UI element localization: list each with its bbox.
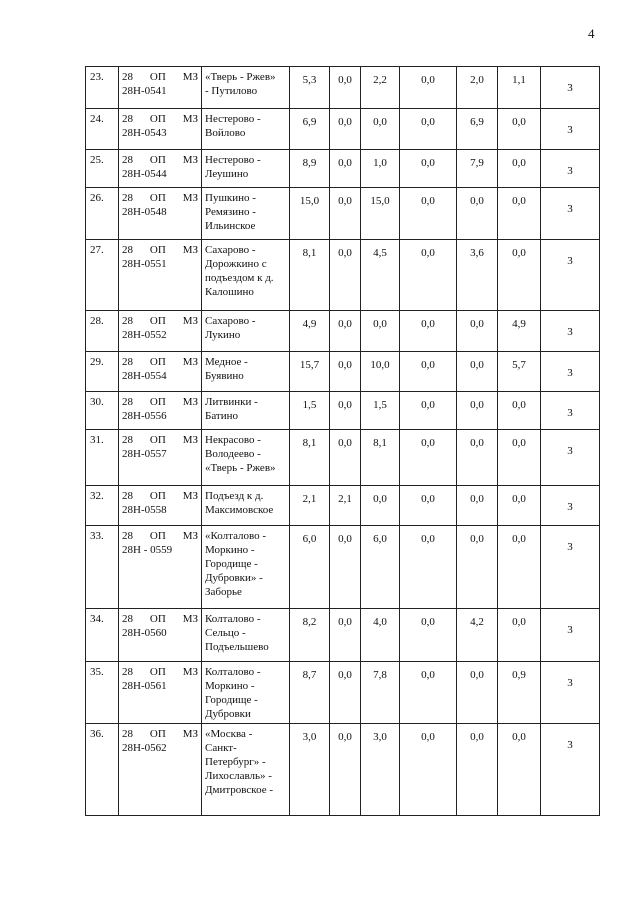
road-name-cell: Подъезд к д. Максимовское bbox=[202, 486, 290, 526]
road-name-cell: «Москва - Санкт- Петербург» - Лихославль» - Дмитровское - bbox=[202, 724, 290, 816]
road-code-line2: 28Н-0552 bbox=[122, 329, 167, 341]
value-cell: 0,0 bbox=[498, 609, 541, 662]
category-cell: 3 bbox=[541, 150, 600, 188]
value-cell: 0,0 bbox=[498, 430, 541, 486]
value-cell: 0,0 bbox=[498, 150, 541, 188]
value-cell: 0,0 bbox=[400, 486, 457, 526]
road-code-line2: 28Н-0544 bbox=[122, 168, 167, 180]
road-name-cell: Сахарово - Лукино bbox=[202, 311, 290, 352]
value-cell: 0,0 bbox=[498, 724, 541, 816]
table-row bbox=[86, 109, 600, 150]
road-code-line2: 28Н-0541 bbox=[122, 85, 167, 97]
value-cell: 8,1 bbox=[361, 430, 400, 486]
value-cell: 2,0 bbox=[457, 67, 498, 109]
value-cell: 0,0 bbox=[330, 662, 361, 724]
road-code-line1: 28 ОП МЗ bbox=[122, 434, 198, 446]
category-cell: 3 bbox=[541, 352, 600, 392]
value-cell: 0,0 bbox=[457, 392, 498, 430]
value-cell: 0,0 bbox=[498, 526, 541, 609]
roads-table bbox=[85, 66, 600, 816]
value-cell: 0,0 bbox=[330, 109, 361, 150]
value-cell: 0,0 bbox=[457, 662, 498, 724]
table-body bbox=[86, 67, 600, 816]
table-row bbox=[86, 352, 600, 392]
value-cell: 0,0 bbox=[400, 109, 457, 150]
category-cell: 3 bbox=[541, 311, 600, 352]
row-number-cell: 31. bbox=[86, 430, 119, 486]
value-cell: 15,0 bbox=[361, 188, 400, 240]
road-name-cell: «Колталово - Моркино - Городище - Дубровки» - Заборье bbox=[202, 526, 290, 609]
category-cell: 3 bbox=[541, 392, 600, 430]
value-cell: 0,0 bbox=[400, 609, 457, 662]
road-code-cell bbox=[119, 352, 202, 392]
value-cell: 0,0 bbox=[330, 392, 361, 430]
value-cell: 0,0 bbox=[457, 526, 498, 609]
total-length-cell: 2,1 bbox=[290, 486, 330, 526]
value-cell: 0,0 bbox=[400, 67, 457, 109]
road-code-cell bbox=[119, 486, 202, 526]
value-cell: 0,0 bbox=[330, 240, 361, 311]
value-cell: 0,0 bbox=[400, 526, 457, 609]
road-code-line2: 28Н-0548 bbox=[122, 206, 167, 218]
value-cell: 3,6 bbox=[457, 240, 498, 311]
page-number: 4 bbox=[588, 26, 595, 41]
value-cell: 0,0 bbox=[498, 486, 541, 526]
row-number-cell: 34. bbox=[86, 609, 119, 662]
value-cell: 4,0 bbox=[361, 609, 400, 662]
road-code-line1: 28 ОП МЗ bbox=[122, 613, 198, 625]
total-length-cell: 6,9 bbox=[290, 109, 330, 150]
value-cell: 0,0 bbox=[498, 109, 541, 150]
road-code-line1: 28 ОП МЗ bbox=[122, 113, 198, 125]
table-row bbox=[86, 311, 600, 352]
value-cell: 0,0 bbox=[330, 609, 361, 662]
row-number-cell: 26. bbox=[86, 188, 119, 240]
value-cell: 0,0 bbox=[330, 352, 361, 392]
category-cell: 3 bbox=[541, 109, 600, 150]
road-code-cell bbox=[119, 392, 202, 430]
road-code-line1: 28 ОП МЗ bbox=[122, 192, 198, 204]
value-cell: 0,0 bbox=[330, 150, 361, 188]
road-name-cell: Сахарово - Дорожкино с подъездом к д. Калошино bbox=[202, 240, 290, 311]
value-cell: 0,0 bbox=[457, 724, 498, 816]
value-cell: 0,0 bbox=[361, 311, 400, 352]
road-code-line2: 28Н-0554 bbox=[122, 370, 167, 382]
table-row bbox=[86, 609, 600, 662]
total-length-cell: 3,0 bbox=[290, 724, 330, 816]
value-cell: 0,0 bbox=[457, 311, 498, 352]
road-code-line1: 28 ОП МЗ bbox=[122, 315, 198, 327]
value-cell: 0,0 bbox=[361, 486, 400, 526]
value-cell: 0,0 bbox=[361, 109, 400, 150]
value-cell: 0,9 bbox=[498, 662, 541, 724]
road-code-cell bbox=[119, 240, 202, 311]
total-length-cell: 15,7 bbox=[290, 352, 330, 392]
road-code-line2: 28Н-0561 bbox=[122, 680, 167, 692]
category-cell: 3 bbox=[541, 430, 600, 486]
total-length-cell: 1,5 bbox=[290, 392, 330, 430]
value-cell: 0,0 bbox=[330, 188, 361, 240]
value-cell: 5,7 bbox=[498, 352, 541, 392]
category-cell: 3 bbox=[541, 486, 600, 526]
value-cell: 0,0 bbox=[400, 150, 457, 188]
total-length-cell: 8,2 bbox=[290, 609, 330, 662]
value-cell: 7,9 bbox=[457, 150, 498, 188]
value-cell: 0,0 bbox=[400, 311, 457, 352]
row-number-cell: 29. bbox=[86, 352, 119, 392]
row-number-cell: 33. bbox=[86, 526, 119, 609]
road-code-line2: 28Н-0562 bbox=[122, 742, 167, 754]
value-cell: 0,0 bbox=[330, 430, 361, 486]
total-length-cell: 5,3 bbox=[290, 67, 330, 109]
value-cell: 3,0 bbox=[361, 724, 400, 816]
road-code-cell bbox=[119, 662, 202, 724]
value-cell: 4,2 bbox=[457, 609, 498, 662]
row-number-cell: 36. bbox=[86, 724, 119, 816]
road-name-cell: Нестерово - Войлово bbox=[202, 109, 290, 150]
value-cell: 1,1 bbox=[498, 67, 541, 109]
table-row bbox=[86, 724, 600, 816]
value-cell: 10,0 bbox=[361, 352, 400, 392]
road-code-cell bbox=[119, 430, 202, 486]
value-cell: 0,0 bbox=[457, 430, 498, 486]
total-length-cell: 4,9 bbox=[290, 311, 330, 352]
row-number-cell: 28. bbox=[86, 311, 119, 352]
row-number-cell: 27. bbox=[86, 240, 119, 311]
table-row bbox=[86, 150, 600, 188]
value-cell: 0,0 bbox=[498, 392, 541, 430]
road-code-line1: 28 ОП МЗ bbox=[122, 154, 198, 166]
value-cell: 6,9 bbox=[457, 109, 498, 150]
road-name-cell: Медное - Буявино bbox=[202, 352, 290, 392]
row-number-cell: 35. bbox=[86, 662, 119, 724]
value-cell: 4,9 bbox=[498, 311, 541, 352]
table-row bbox=[86, 67, 600, 109]
row-number-cell: 25. bbox=[86, 150, 119, 188]
value-cell: 0,0 bbox=[330, 724, 361, 816]
road-code-line1: 28 ОП МЗ bbox=[122, 728, 198, 740]
category-cell: 3 bbox=[541, 67, 600, 109]
road-code-line2: 28Н-0556 bbox=[122, 410, 167, 422]
table-row bbox=[86, 526, 600, 609]
value-cell: 1,0 bbox=[361, 150, 400, 188]
road-code-line1: 28 ОП МЗ bbox=[122, 396, 198, 408]
value-cell: 0,0 bbox=[400, 724, 457, 816]
value-cell: 7,8 bbox=[361, 662, 400, 724]
total-length-cell: 15,0 bbox=[290, 188, 330, 240]
value-cell: 0,0 bbox=[457, 486, 498, 526]
road-code-line2: 28Н-0543 bbox=[122, 127, 167, 139]
table-row bbox=[86, 188, 600, 240]
road-code-cell bbox=[119, 724, 202, 816]
value-cell: 0,0 bbox=[330, 67, 361, 109]
value-cell: 0,0 bbox=[400, 240, 457, 311]
road-code-line1: 28 ОП МЗ bbox=[122, 490, 198, 502]
table-row bbox=[86, 392, 600, 430]
road-code-line2: 28Н-0557 bbox=[122, 448, 167, 460]
road-name-cell: Пушкино - Ремязино - Ильинское bbox=[202, 188, 290, 240]
value-cell: 0,0 bbox=[400, 352, 457, 392]
road-code-line2: 28Н-0558 bbox=[122, 504, 167, 516]
road-code-cell bbox=[119, 188, 202, 240]
road-code-line1: 28 ОП МЗ bbox=[122, 244, 198, 256]
road-name-cell: «Тверь - Ржев» - Путилово bbox=[202, 67, 290, 109]
value-cell: 0,0 bbox=[330, 526, 361, 609]
row-number-cell: 23. bbox=[86, 67, 119, 109]
road-name-cell: Нестерово - Леушино bbox=[202, 150, 290, 188]
row-number-cell: 32. bbox=[86, 486, 119, 526]
value-cell: 0,0 bbox=[400, 662, 457, 724]
road-code-line1: 28 ОП МЗ bbox=[122, 666, 198, 678]
value-cell: 0,0 bbox=[498, 240, 541, 311]
road-code-line1: 28 ОП МЗ bbox=[122, 71, 198, 83]
value-cell: 0,0 bbox=[400, 392, 457, 430]
road-code-line2: 28Н-0551 bbox=[122, 258, 167, 270]
road-code-line2: 28Н-0560 bbox=[122, 627, 167, 639]
category-cell: 3 bbox=[541, 724, 600, 816]
category-cell: 3 bbox=[541, 662, 600, 724]
value-cell: 0,0 bbox=[400, 430, 457, 486]
category-cell: 3 bbox=[541, 609, 600, 662]
total-length-cell: 8,9 bbox=[290, 150, 330, 188]
road-code-cell bbox=[119, 609, 202, 662]
road-code-cell bbox=[119, 526, 202, 609]
table-row bbox=[86, 240, 600, 311]
value-cell: 0,0 bbox=[457, 188, 498, 240]
value-cell: 0,0 bbox=[400, 188, 457, 240]
value-cell: 1,5 bbox=[361, 392, 400, 430]
table-row bbox=[86, 430, 600, 486]
value-cell: 4,5 bbox=[361, 240, 400, 311]
road-name-cell: Некрасово - Володеево - «Тверь - Ржев» bbox=[202, 430, 290, 486]
total-length-cell: 6,0 bbox=[290, 526, 330, 609]
road-code-cell bbox=[119, 67, 202, 109]
value-cell: 2,1 bbox=[330, 486, 361, 526]
road-name-cell: Колталово - Моркино - Городище - Дубровки bbox=[202, 662, 290, 724]
value-cell: 6,0 bbox=[361, 526, 400, 609]
row-number-cell: 30. bbox=[86, 392, 119, 430]
value-cell: 0,0 bbox=[498, 188, 541, 240]
road-code-cell bbox=[119, 109, 202, 150]
road-code-cell bbox=[119, 311, 202, 352]
category-cell: 3 bbox=[541, 240, 600, 311]
table-row bbox=[86, 486, 600, 526]
value-cell: 0,0 bbox=[330, 311, 361, 352]
total-length-cell: 8,1 bbox=[290, 240, 330, 311]
total-length-cell: 8,7 bbox=[290, 662, 330, 724]
table-row bbox=[86, 662, 600, 724]
value-cell: 0,0 bbox=[457, 352, 498, 392]
road-code-cell bbox=[119, 150, 202, 188]
category-cell: 3 bbox=[541, 526, 600, 609]
road-code-line1: 28 ОП МЗ bbox=[122, 530, 198, 542]
road-name-cell: Колталово - Сельцо - Подъельшево bbox=[202, 609, 290, 662]
road-name-cell: Литвинки - Батино bbox=[202, 392, 290, 430]
category-cell: 3 bbox=[541, 188, 600, 240]
total-length-cell: 8,1 bbox=[290, 430, 330, 486]
road-code-line1: 28 ОП МЗ bbox=[122, 356, 198, 368]
road-code-line2: 28Н - 0559 bbox=[122, 544, 173, 556]
row-number-cell: 24. bbox=[86, 109, 119, 150]
value-cell: 2,2 bbox=[361, 67, 400, 109]
